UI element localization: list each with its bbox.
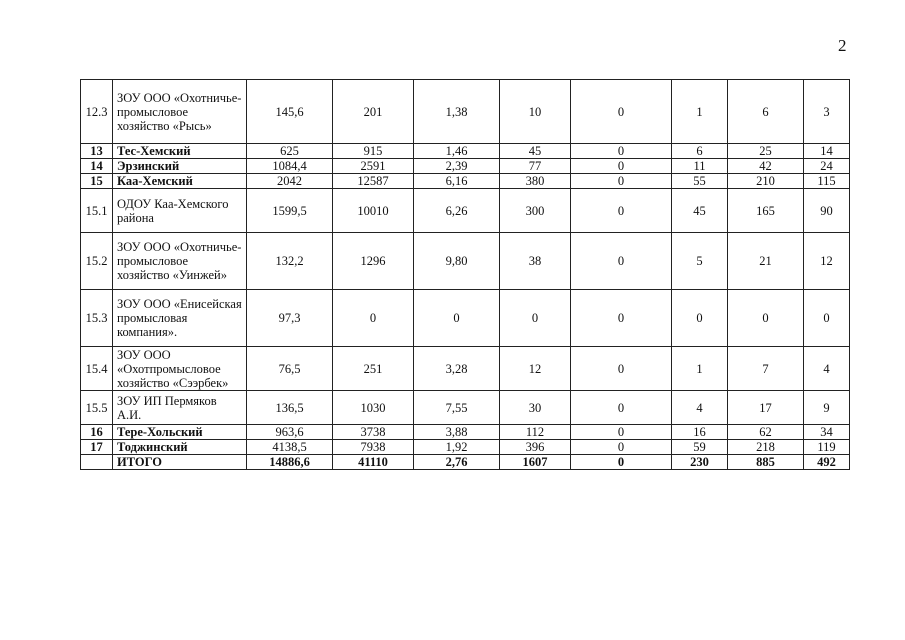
cell-value: 210 [728,174,804,189]
cell-value: 0 [571,425,672,440]
cell-value: 1,46 [414,144,500,159]
cell-value: 45 [672,189,728,233]
cell-value: 1084,4 [247,159,333,174]
cell-value: 492 [804,455,850,470]
row-name: ЗОУ ООО «Енисейская промысловая компания». [113,290,247,347]
cell-value: 17 [728,391,804,425]
row-name: Эрзинский [113,159,247,174]
cell-value: 0 [571,80,672,144]
cell-value: 0 [571,391,672,425]
cell-value: 380 [500,174,571,189]
cell-value: 6 [672,144,728,159]
cell-value: 0 [414,290,500,347]
cell-value: 9,80 [414,233,500,290]
page-number: 2 [838,36,847,55]
cell-value: 41110 [333,455,414,470]
cell-value: 2,39 [414,159,500,174]
cell-value: 0 [333,290,414,347]
cell-value: 77 [500,159,571,174]
cell-value: 30 [500,391,571,425]
cell-value: 55 [672,174,728,189]
cell-value: 7 [728,347,804,391]
cell-value: 16 [672,425,728,440]
cell-value: 3738 [333,425,414,440]
cell-value: 251 [333,347,414,391]
row-number: 13 [81,144,113,159]
cell-value: 7938 [333,440,414,455]
cell-value: 5 [672,233,728,290]
table-row [81,425,850,440]
cell-value: 136,5 [247,391,333,425]
cell-value: 0 [571,144,672,159]
cell-value: 0 [571,455,672,470]
row-number: 15 [81,174,113,189]
row-name: Каа-Хемский [113,174,247,189]
row-name: ЗОУ ООО «Охотпромысловое хозяйство «Сээрбек» [113,347,247,391]
cell-value: 1 [672,347,728,391]
cell-value: 6,16 [414,174,500,189]
cell-value: 9 [804,391,850,425]
cell-value: 112 [500,425,571,440]
row-number: 14 [81,159,113,174]
cell-value: 62 [728,425,804,440]
table-row [81,391,850,425]
cell-value: 0 [571,347,672,391]
cell-value: 42 [728,159,804,174]
table-row [81,189,850,233]
cell-value: 10 [500,80,571,144]
cell-value: 115 [804,174,850,189]
cell-value: 1607 [500,455,571,470]
cell-value: 45 [500,144,571,159]
cell-value: 34 [804,425,850,440]
cell-value: 12 [500,347,571,391]
cell-value: 0 [571,440,672,455]
row-name: ЗОУ ООО «Охотничье-промысловое хозяйство «Уинжей» [113,233,247,290]
cell-value: 2,76 [414,455,500,470]
cell-value: 90 [804,189,850,233]
cell-value: 0 [571,159,672,174]
row-name: ЗОУ ИП Пермяков А.И. [113,391,247,425]
cell-value: 625 [247,144,333,159]
table-row [81,347,850,391]
cell-value: 1599,5 [247,189,333,233]
cell-value: 2042 [247,174,333,189]
cell-value: 12 [804,233,850,290]
cell-value: 218 [728,440,804,455]
cell-value: 0 [571,290,672,347]
cell-value: 145,6 [247,80,333,144]
cell-value: 14886,6 [247,455,333,470]
cell-value: 396 [500,440,571,455]
cell-value: 7,55 [414,391,500,425]
cell-value: 4 [672,391,728,425]
cell-value: 119 [804,440,850,455]
row-number: 16 [81,425,113,440]
cell-value: 300 [500,189,571,233]
cell-value: 230 [672,455,728,470]
row-number: 15.3 [81,290,113,347]
row-name: Тере-Хольский [113,425,247,440]
cell-value: 97,3 [247,290,333,347]
cell-value: 24 [804,159,850,174]
cell-value: 0 [571,233,672,290]
table-row [81,174,850,189]
cell-value: 10010 [333,189,414,233]
cell-value: 0 [728,290,804,347]
cell-value: 2591 [333,159,414,174]
cell-value: 1 [672,80,728,144]
table-row [81,440,850,455]
cell-value: 3,88 [414,425,500,440]
cell-value: 3 [804,80,850,144]
table-row [81,233,850,290]
row-number: 12.3 [81,80,113,144]
table-row [81,144,850,159]
row-name: ИТОГО [113,455,247,470]
cell-value: 4 [804,347,850,391]
cell-value: 1,92 [414,440,500,455]
cell-value: 12587 [333,174,414,189]
cell-value: 132,2 [247,233,333,290]
row-number: 15.2 [81,233,113,290]
row-number: 15.4 [81,347,113,391]
cell-value: 0 [672,290,728,347]
row-number: 15.1 [81,189,113,233]
cell-value: 11 [672,159,728,174]
cell-value: 963,6 [247,425,333,440]
cell-value: 165 [728,189,804,233]
cell-value: 915 [333,144,414,159]
cell-value: 3,28 [414,347,500,391]
cell-value: 1030 [333,391,414,425]
cell-value: 0 [571,189,672,233]
cell-value: 6,26 [414,189,500,233]
hunting-data-table [80,79,850,470]
cell-value: 0 [804,290,850,347]
cell-value: 0 [571,174,672,189]
cell-value: 1296 [333,233,414,290]
cell-value: 38 [500,233,571,290]
cell-value: 885 [728,455,804,470]
cell-value: 4138,5 [247,440,333,455]
row-name: ЗОУ ООО «Охотничье-промысловое хозяйство «Рысь» [113,80,247,144]
table-row [81,159,850,174]
cell-value: 76,5 [247,347,333,391]
cell-value: 25 [728,144,804,159]
cell-value: 14 [804,144,850,159]
table-row [81,80,850,144]
row-number [81,455,113,470]
row-number: 15.5 [81,391,113,425]
cell-value: 6 [728,80,804,144]
cell-value: 21 [728,233,804,290]
total-row [81,455,850,470]
table-row [81,290,850,347]
row-number: 17 [81,440,113,455]
cell-value: 0 [500,290,571,347]
cell-value: 59 [672,440,728,455]
row-name: Тоджинский [113,440,247,455]
row-name: Тес-Хемский [113,144,247,159]
row-name: ОДОУ Каа-Хемского района [113,189,247,233]
cell-value: 1,38 [414,80,500,144]
cell-value: 201 [333,80,414,144]
